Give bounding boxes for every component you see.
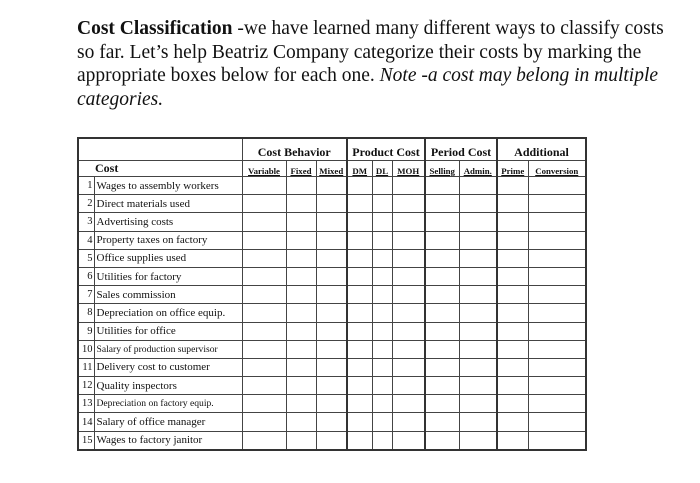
subheader-mixed: Mixed bbox=[316, 161, 347, 177]
checkbox-cell-conversion[interactable] bbox=[528, 340, 586, 358]
intro-paragraph bbox=[77, 17, 667, 111]
checkbox-cell-admin[interactable] bbox=[459, 395, 497, 413]
checkbox-cell-admin[interactable] bbox=[459, 249, 497, 267]
checkbox-cell-fixed[interactable] bbox=[286, 213, 316, 231]
checkbox-cell-variable[interactable] bbox=[242, 358, 286, 376]
checkbox-cell-moh[interactable] bbox=[392, 322, 425, 340]
checkbox-cell-dm[interactable] bbox=[347, 286, 372, 304]
row-cost-label: Utilities for factory bbox=[94, 267, 242, 285]
checkbox-cell-variable[interactable] bbox=[242, 340, 286, 358]
table-row bbox=[78, 340, 586, 358]
checkbox-cell-dl[interactable] bbox=[372, 377, 392, 395]
checkbox-cell-selling[interactable] bbox=[425, 358, 459, 376]
checkbox-cell-variable[interactable] bbox=[242, 431, 286, 450]
table-row bbox=[78, 231, 586, 249]
checkbox-cell-prime[interactable] bbox=[497, 177, 528, 195]
row-number: 8 bbox=[78, 304, 94, 322]
row-number: 6 bbox=[78, 267, 94, 285]
checkbox-cell-dm[interactable] bbox=[347, 213, 372, 231]
checkbox-cell-conversion[interactable] bbox=[528, 177, 586, 195]
table-row bbox=[78, 213, 586, 231]
checkbox-cell-selling[interactable] bbox=[425, 431, 459, 450]
row-number: 7 bbox=[78, 286, 94, 304]
checkbox-cell-dl[interactable] bbox=[372, 304, 392, 322]
row-number: 15 bbox=[78, 431, 94, 450]
checkbox-cell-variable[interactable] bbox=[242, 213, 286, 231]
checkbox-cell-dl[interactable] bbox=[372, 249, 392, 267]
intro-note: Note -a cost may belong in multiple categories. bbox=[77, 65, 659, 110]
checkbox-cell-moh[interactable] bbox=[392, 377, 425, 395]
row-number: 3 bbox=[78, 213, 94, 231]
checkbox-cell-dm[interactable] bbox=[347, 413, 372, 431]
checkbox-cell-dm[interactable] bbox=[347, 340, 372, 358]
checkbox-cell-mixed[interactable] bbox=[316, 431, 347, 450]
checkbox-cell-fixed[interactable] bbox=[286, 377, 316, 395]
subheader-row bbox=[78, 161, 586, 177]
checkbox-cell-admin[interactable] bbox=[459, 413, 497, 431]
group-additional: Additional bbox=[497, 138, 586, 161]
checkbox-cell-variable[interactable] bbox=[242, 322, 286, 340]
table-row bbox=[78, 249, 586, 267]
checkbox-cell-variable[interactable] bbox=[242, 231, 286, 249]
checkbox-cell-conversion[interactable] bbox=[528, 395, 586, 413]
checkbox-cell-prime[interactable] bbox=[497, 304, 528, 322]
subheader-dm: DM bbox=[347, 161, 372, 177]
checkbox-cell-dl[interactable] bbox=[372, 340, 392, 358]
checkbox-cell-moh[interactable] bbox=[392, 431, 425, 450]
row-number: 4 bbox=[78, 231, 94, 249]
cost-header-top bbox=[78, 138, 242, 161]
checkbox-cell-moh[interactable] bbox=[392, 286, 425, 304]
checkbox-cell-mixed[interactable] bbox=[316, 413, 347, 431]
checkbox-cell-selling[interactable] bbox=[425, 304, 459, 322]
checkbox-cell-fixed[interactable] bbox=[286, 195, 316, 213]
checkbox-cell-mixed[interactable] bbox=[316, 322, 347, 340]
checkbox-cell-fixed[interactable] bbox=[286, 286, 316, 304]
checkbox-cell-moh[interactable] bbox=[392, 231, 425, 249]
row-cost-label: Wages to factory janitor bbox=[94, 431, 242, 450]
checkbox-cell-conversion[interactable] bbox=[528, 304, 586, 322]
checkbox-cell-prime[interactable] bbox=[497, 358, 528, 376]
checkbox-cell-dm[interactable] bbox=[347, 231, 372, 249]
subheader-dl: DL bbox=[372, 161, 392, 177]
checkbox-cell-admin[interactable] bbox=[459, 358, 497, 376]
checkbox-cell-variable[interactable] bbox=[242, 413, 286, 431]
checkbox-cell-prime[interactable] bbox=[497, 213, 528, 231]
row-cost-label: Sales commission bbox=[94, 286, 242, 304]
checkbox-cell-fixed[interactable] bbox=[286, 358, 316, 376]
checkbox-cell-dm[interactable] bbox=[347, 177, 372, 195]
checkbox-cell-admin[interactable] bbox=[459, 322, 497, 340]
checkbox-cell-mixed[interactable] bbox=[316, 286, 347, 304]
checkbox-cell-selling[interactable] bbox=[425, 249, 459, 267]
checkbox-cell-prime[interactable] bbox=[497, 322, 528, 340]
row-number: 2 bbox=[78, 195, 94, 213]
checkbox-cell-prime[interactable] bbox=[497, 195, 528, 213]
checkbox-cell-conversion[interactable] bbox=[528, 431, 586, 450]
table-row bbox=[78, 304, 586, 322]
checkbox-cell-prime[interactable] bbox=[497, 377, 528, 395]
checkbox-cell-dm[interactable] bbox=[347, 249, 372, 267]
checkbox-cell-mixed[interactable] bbox=[316, 213, 347, 231]
table-row bbox=[78, 177, 586, 195]
checkbox-cell-selling[interactable] bbox=[425, 195, 459, 213]
group-product-cost: Product Cost bbox=[347, 138, 425, 161]
row-number: 12 bbox=[78, 377, 94, 395]
checkbox-cell-moh[interactable] bbox=[392, 413, 425, 431]
subheader-admin: Admin. bbox=[459, 161, 497, 177]
checkbox-cell-moh[interactable] bbox=[392, 340, 425, 358]
row-number: 11 bbox=[78, 358, 94, 376]
row-cost-label: Quality inspectors bbox=[94, 377, 242, 395]
row-cost-label: Utilities for office bbox=[94, 322, 242, 340]
checkbox-cell-moh[interactable] bbox=[392, 213, 425, 231]
checkbox-cell-mixed[interactable] bbox=[316, 358, 347, 376]
checkbox-cell-variable[interactable] bbox=[242, 304, 286, 322]
subheader-fixed: Fixed bbox=[286, 161, 316, 177]
row-cost-label: Depreciation on factory equip. bbox=[94, 395, 242, 413]
checkbox-cell-fixed[interactable] bbox=[286, 304, 316, 322]
checkbox-cell-mixed[interactable] bbox=[316, 195, 347, 213]
subheader-variable: Variable bbox=[242, 161, 286, 177]
checkbox-cell-dm[interactable] bbox=[347, 431, 372, 450]
checkbox-cell-mixed[interactable] bbox=[316, 249, 347, 267]
intro-heading: Cost Classification bbox=[77, 18, 233, 39]
checkbox-cell-admin[interactable] bbox=[459, 340, 497, 358]
checkbox-cell-fixed[interactable] bbox=[286, 395, 316, 413]
checkbox-cell-selling[interactable] bbox=[425, 213, 459, 231]
checkbox-cell-dl[interactable] bbox=[372, 413, 392, 431]
group-header-row bbox=[78, 138, 586, 161]
cost-header: Cost bbox=[78, 161, 242, 177]
checkbox-cell-fixed[interactable] bbox=[286, 177, 316, 195]
checkbox-cell-selling[interactable] bbox=[425, 413, 459, 431]
checkbox-cell-mixed[interactable] bbox=[316, 231, 347, 249]
checkbox-cell-admin[interactable] bbox=[459, 377, 497, 395]
checkbox-cell-fixed[interactable] bbox=[286, 322, 316, 340]
row-number: 10 bbox=[78, 340, 94, 358]
intro-text: -we have learned many different ways to classify costs so far. Let’s help Beatriz Company categorize their costs by marking the appropriate boxes below for each one. bbox=[77, 18, 664, 86]
subheader-prime: Prime bbox=[497, 161, 528, 177]
checkbox-cell-conversion[interactable] bbox=[528, 413, 586, 431]
checkbox-cell-variable[interactable] bbox=[242, 286, 286, 304]
checkbox-cell-prime[interactable] bbox=[497, 231, 528, 249]
checkbox-cell-selling[interactable] bbox=[425, 177, 459, 195]
checkbox-cell-fixed[interactable] bbox=[286, 431, 316, 450]
checkbox-cell-dl[interactable] bbox=[372, 213, 392, 231]
checkbox-cell-admin[interactable] bbox=[459, 431, 497, 450]
checkbox-cell-mixed[interactable] bbox=[316, 377, 347, 395]
checkbox-cell-selling[interactable] bbox=[425, 340, 459, 358]
group-period-cost: Period Cost bbox=[425, 138, 497, 161]
checkbox-cell-selling[interactable] bbox=[425, 231, 459, 249]
checkbox-cell-selling[interactable] bbox=[425, 267, 459, 285]
checkbox-cell-dm[interactable] bbox=[347, 322, 372, 340]
checkbox-cell-variable[interactable] bbox=[242, 395, 286, 413]
checkbox-cell-dl[interactable] bbox=[372, 177, 392, 195]
checkbox-cell-admin[interactable] bbox=[459, 177, 497, 195]
checkbox-cell-dm[interactable] bbox=[347, 395, 372, 413]
checkbox-cell-variable[interactable] bbox=[242, 195, 286, 213]
row-cost-label: Advertising costs bbox=[94, 213, 242, 231]
checkbox-cell-dl[interactable] bbox=[372, 267, 392, 285]
checkbox-cell-conversion[interactable] bbox=[528, 249, 586, 267]
row-cost-label: Delivery cost to customer bbox=[94, 358, 242, 376]
row-cost-label: Depreciation on office equip. bbox=[94, 304, 242, 322]
row-number: 13 bbox=[78, 395, 94, 413]
table-row bbox=[78, 195, 586, 213]
checkbox-cell-conversion[interactable] bbox=[528, 231, 586, 249]
table-body bbox=[78, 177, 586, 450]
checkbox-cell-dl[interactable] bbox=[372, 231, 392, 249]
checkbox-cell-dl[interactable] bbox=[372, 322, 392, 340]
table-row bbox=[78, 395, 586, 413]
checkbox-cell-admin[interactable] bbox=[459, 286, 497, 304]
checkbox-cell-dl[interactable] bbox=[372, 195, 392, 213]
checkbox-cell-mixed[interactable] bbox=[316, 304, 347, 322]
row-number: 5 bbox=[78, 249, 94, 267]
checkbox-cell-fixed[interactable] bbox=[286, 413, 316, 431]
subheader-selling: Selling bbox=[425, 161, 459, 177]
checkbox-cell-dm[interactable] bbox=[347, 304, 372, 322]
table-row bbox=[78, 286, 586, 304]
table-row bbox=[78, 413, 586, 431]
row-cost-label: Salary of office manager bbox=[94, 413, 242, 431]
checkbox-cell-moh[interactable] bbox=[392, 395, 425, 413]
checkbox-cell-selling[interactable] bbox=[425, 286, 459, 304]
checkbox-cell-prime[interactable] bbox=[497, 431, 528, 450]
checkbox-cell-variable[interactable] bbox=[242, 177, 286, 195]
checkbox-cell-dm[interactable] bbox=[347, 377, 372, 395]
checkbox-cell-conversion[interactable] bbox=[528, 195, 586, 213]
table-row bbox=[78, 358, 586, 376]
checkbox-cell-fixed[interactable] bbox=[286, 340, 316, 358]
checkbox-cell-moh[interactable] bbox=[392, 177, 425, 195]
row-cost-label: Property taxes on factory bbox=[94, 231, 242, 249]
cost-classification-table bbox=[77, 137, 587, 451]
checkbox-cell-moh[interactable] bbox=[392, 304, 425, 322]
checkbox-cell-admin[interactable] bbox=[459, 213, 497, 231]
row-cost-label: Office supplies used bbox=[94, 249, 242, 267]
group-cost-behavior: Cost Behavior bbox=[242, 138, 347, 161]
checkbox-cell-moh[interactable] bbox=[392, 267, 425, 285]
checkbox-cell-conversion[interactable] bbox=[528, 286, 586, 304]
table-row bbox=[78, 322, 586, 340]
checkbox-cell-admin[interactable] bbox=[459, 195, 497, 213]
row-number: 14 bbox=[78, 413, 94, 431]
checkbox-cell-prime[interactable] bbox=[497, 340, 528, 358]
checkbox-cell-variable[interactable] bbox=[242, 249, 286, 267]
checkbox-cell-moh[interactable] bbox=[392, 249, 425, 267]
checkbox-cell-conversion[interactable] bbox=[528, 267, 586, 285]
checkbox-cell-admin[interactable] bbox=[459, 267, 497, 285]
table-row bbox=[78, 267, 586, 285]
checkbox-cell-moh[interactable] bbox=[392, 358, 425, 376]
checkbox-cell-moh[interactable] bbox=[392, 195, 425, 213]
checkbox-cell-conversion[interactable] bbox=[528, 213, 586, 231]
checkbox-cell-variable[interactable] bbox=[242, 267, 286, 285]
checkbox-cell-conversion[interactable] bbox=[528, 377, 586, 395]
checkbox-cell-dl[interactable] bbox=[372, 358, 392, 376]
checkbox-cell-dm[interactable] bbox=[347, 358, 372, 376]
row-cost-label: Salary of production supervisor bbox=[94, 340, 242, 358]
checkbox-cell-admin[interactable] bbox=[459, 304, 497, 322]
checkbox-cell-variable[interactable] bbox=[242, 377, 286, 395]
checkbox-cell-prime[interactable] bbox=[497, 413, 528, 431]
checkbox-cell-dm[interactable] bbox=[347, 195, 372, 213]
checkbox-cell-mixed[interactable] bbox=[316, 267, 347, 285]
table-row bbox=[78, 377, 586, 395]
subheader-moh: MOH bbox=[392, 161, 425, 177]
checkbox-cell-admin[interactable] bbox=[459, 231, 497, 249]
checkbox-cell-fixed[interactable] bbox=[286, 249, 316, 267]
checkbox-cell-dl[interactable] bbox=[372, 395, 392, 413]
checkbox-cell-dl[interactable] bbox=[372, 286, 392, 304]
checkbox-cell-prime[interactable] bbox=[497, 267, 528, 285]
subheader-conversion: Conversion bbox=[528, 161, 586, 177]
table-row bbox=[78, 431, 586, 450]
checkbox-cell-conversion[interactable] bbox=[528, 358, 586, 376]
row-cost-label: Direct materials used bbox=[94, 195, 242, 213]
checkbox-cell-selling[interactable] bbox=[425, 395, 459, 413]
checkbox-cell-dm[interactable] bbox=[347, 267, 372, 285]
checkbox-cell-prime[interactable] bbox=[497, 286, 528, 304]
checkbox-cell-mixed[interactable] bbox=[316, 340, 347, 358]
checkbox-cell-selling[interactable] bbox=[425, 377, 459, 395]
row-cost-label: Wages to assembly workers bbox=[94, 177, 242, 195]
checkbox-cell-mixed[interactable] bbox=[316, 395, 347, 413]
checkbox-cell-conversion[interactable] bbox=[528, 322, 586, 340]
checkbox-cell-prime[interactable] bbox=[497, 395, 528, 413]
checkbox-cell-prime[interactable] bbox=[497, 249, 528, 267]
checkbox-cell-selling[interactable] bbox=[425, 322, 459, 340]
row-number: 1 bbox=[78, 177, 94, 195]
checkbox-cell-mixed[interactable] bbox=[316, 177, 347, 195]
checkbox-cell-dl[interactable] bbox=[372, 431, 392, 450]
row-number: 9 bbox=[78, 322, 94, 340]
checkbox-cell-fixed[interactable] bbox=[286, 267, 316, 285]
checkbox-cell-fixed[interactable] bbox=[286, 231, 316, 249]
